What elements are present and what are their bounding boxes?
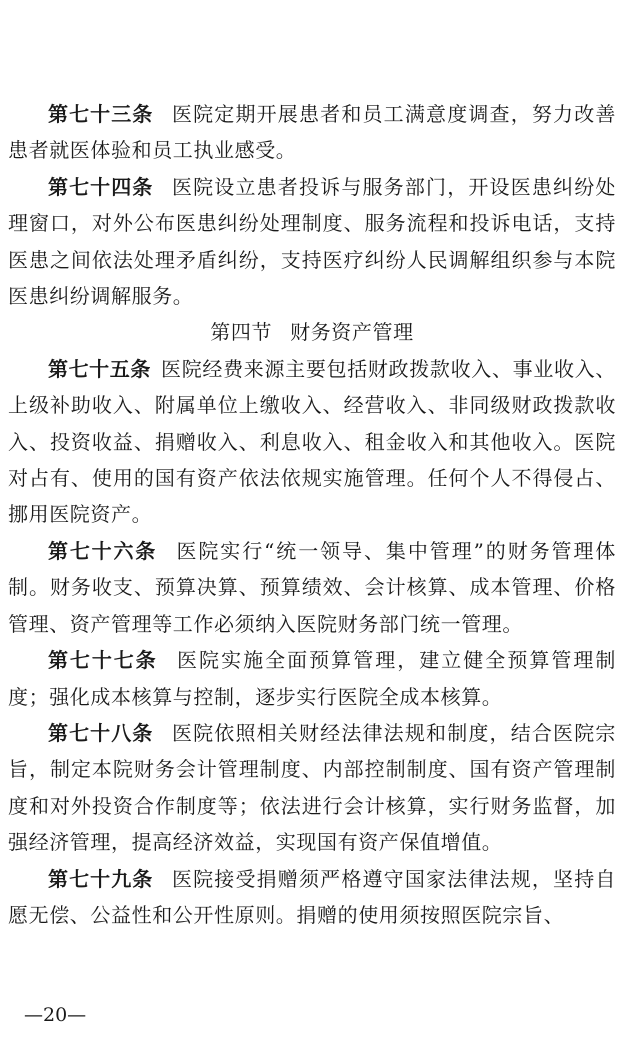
article-74 (8, 169, 616, 315)
article-body: 医院定期开展患者和员工满意度调查，努力改善患者就医体验和员工执业感受。 (8, 102, 617, 163)
article-body: 医院经费来源主要包括财政拨款收入、事业收入、上级补助收入、附属单位上缴收入、经营收入、非同级财政拨款收入、投资收益、捐赠收入、利息收入、租金收入和其他收入。医院对占有、使用的国有资产依法依规实施管理。任何个人不得侵占、挪用医院资产。 (8, 356, 617, 527)
article-body: 医院实行“统一领导、集中管理”的财务管理体制。财务收支、预算决算、预算绩效、会计核算、成本管理、价格管理、资产管理等工作必须纳入医院财务部门统一管理。 (8, 538, 616, 636)
article-title: 第七十四条 (48, 174, 154, 199)
article-title: 第七十七条 (48, 648, 158, 673)
section-number: 第四节 (210, 320, 273, 345)
article-78 (8, 715, 616, 861)
article-title: 第七十五条 (48, 356, 151, 381)
page-number: —20— (24, 1004, 87, 1026)
article-body: 医院接受捐赠须严格遵守国家法律法规，坚持自愿无偿、公益性和公开性原则。捐赠的使用须按照医院宗旨、 (8, 866, 617, 927)
article-body: 医院依照相关财经法律法规和制度，结合医院宗旨，制定本院财务会计管理制度、内部控制制度、国有资产管理制度和对外投资合作制度等；依法进行会计核算，实行财务监督，加强经济管理，提高经济效益，实现国有资产保值增值。 (8, 720, 617, 855)
article-77 (8, 642, 616, 715)
article-73 (8, 96, 616, 169)
article-title: 第七十三条 (48, 102, 154, 126)
article-title: 第七十九条 (48, 866, 154, 891)
article-79 (8, 861, 616, 934)
article-body: 医院实施全面预算管理，建立健全预算管理制度；强化成本核算与控制，逐步实行医院全成本核算。 (8, 648, 617, 709)
article-75 (8, 351, 616, 533)
article-76 (8, 533, 616, 642)
article-title: 第七十六条 (48, 538, 158, 563)
article-body: 医院设立患者投诉与服务部门，开设医患纠纷处理窗口，对外公布医患纠纷处理制度、服务流程和投诉电话，支持医患之间依法处理矛盾纠纷，支持医疗纠纷人民调解组织参与本院医患纠纷调解服务。 (8, 174, 617, 309)
section-heading (8, 314, 616, 350)
section-name: 财务资产管理 (290, 320, 414, 345)
article-title: 第七十八条 (48, 720, 154, 745)
document-body (8, 96, 616, 933)
